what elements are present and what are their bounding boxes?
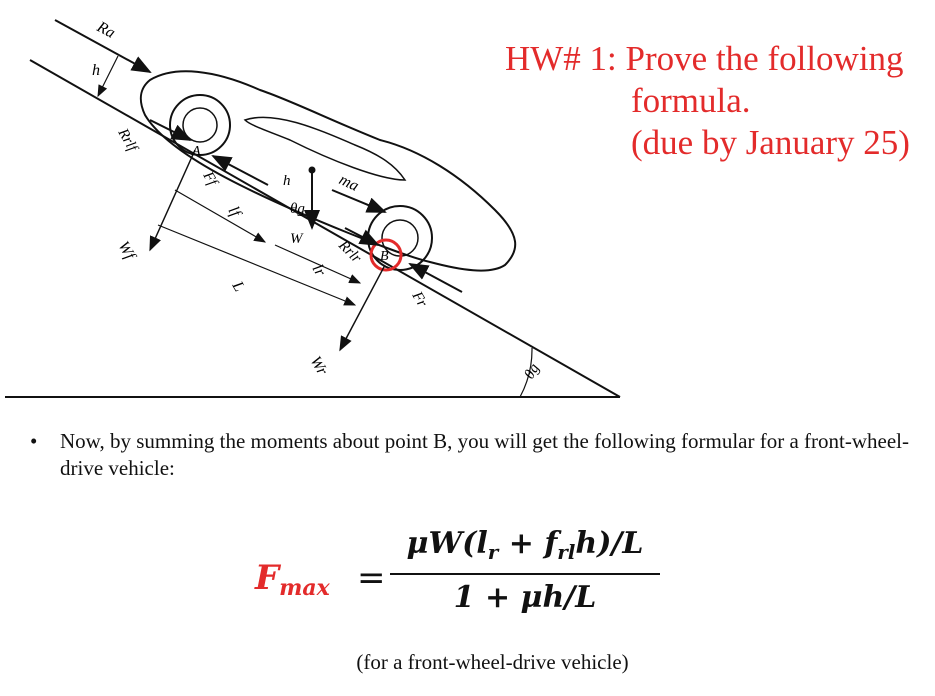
hw-line-2: formula. <box>631 81 751 120</box>
num-sub-r: r <box>487 540 499 564</box>
lf-dimension <box>175 190 265 242</box>
label-theta-mid: θg <box>290 201 305 217</box>
label-lf: lf <box>224 203 244 220</box>
label-rrlr: Rrlr <box>335 237 365 267</box>
label-fr: Fr <box>408 289 430 310</box>
lhs-sub: max <box>279 575 330 601</box>
wf-arrow <box>150 150 195 250</box>
formula-denominator: 1 + μh/L <box>453 580 597 615</box>
car-window <box>245 117 405 180</box>
hw-line-3: (due by January 25) <box>631 123 910 162</box>
formula-caption: (for a front-wheel-drive vehicle) <box>356 650 629 674</box>
fraction-bar <box>390 573 660 575</box>
label-a: A <box>192 144 201 159</box>
num-part-c: h)/L <box>575 526 644 561</box>
bullet-paragraph <box>30 428 920 482</box>
num-part-b: + f <box>498 526 558 561</box>
fmax-formula <box>255 522 715 622</box>
label-h-top: h <box>92 62 100 79</box>
label-w: W <box>290 231 303 247</box>
label-ff: Ff <box>199 169 221 189</box>
label-theta-ground: θg <box>521 361 543 382</box>
formula-numerator <box>390 526 660 564</box>
label-ra: Ra <box>94 18 118 42</box>
label-wr: Wr <box>306 353 331 379</box>
front-wheel-hub <box>183 108 217 142</box>
homework-title <box>505 38 930 164</box>
bullet-icon: • <box>30 429 38 453</box>
h-dimension <box>98 56 118 96</box>
label-h-mid: h <box>283 173 291 189</box>
label-rrlf: Rrlf <box>114 126 141 155</box>
lhs-main: F <box>255 558 280 598</box>
wr-arrow <box>340 265 385 350</box>
equals-sign: = <box>357 558 386 598</box>
num-part-a: μW(l <box>406 526 488 561</box>
label-lr: lr <box>308 261 329 280</box>
formula-lhs <box>255 558 330 601</box>
num-sub-rl: rl <box>557 540 576 564</box>
bullet-text: Now, by summing the moments about point B, you will get the following formular for a front-wheel-drive vehicle: <box>60 429 909 480</box>
label-b: B <box>380 249 389 264</box>
label-l: L <box>228 278 248 295</box>
label-wf: Wf <box>114 238 139 263</box>
hw-line-1: HW# 1: Prove the following <box>505 39 904 78</box>
ma-arrow <box>332 190 385 212</box>
label-ma: ma <box>336 171 362 195</box>
